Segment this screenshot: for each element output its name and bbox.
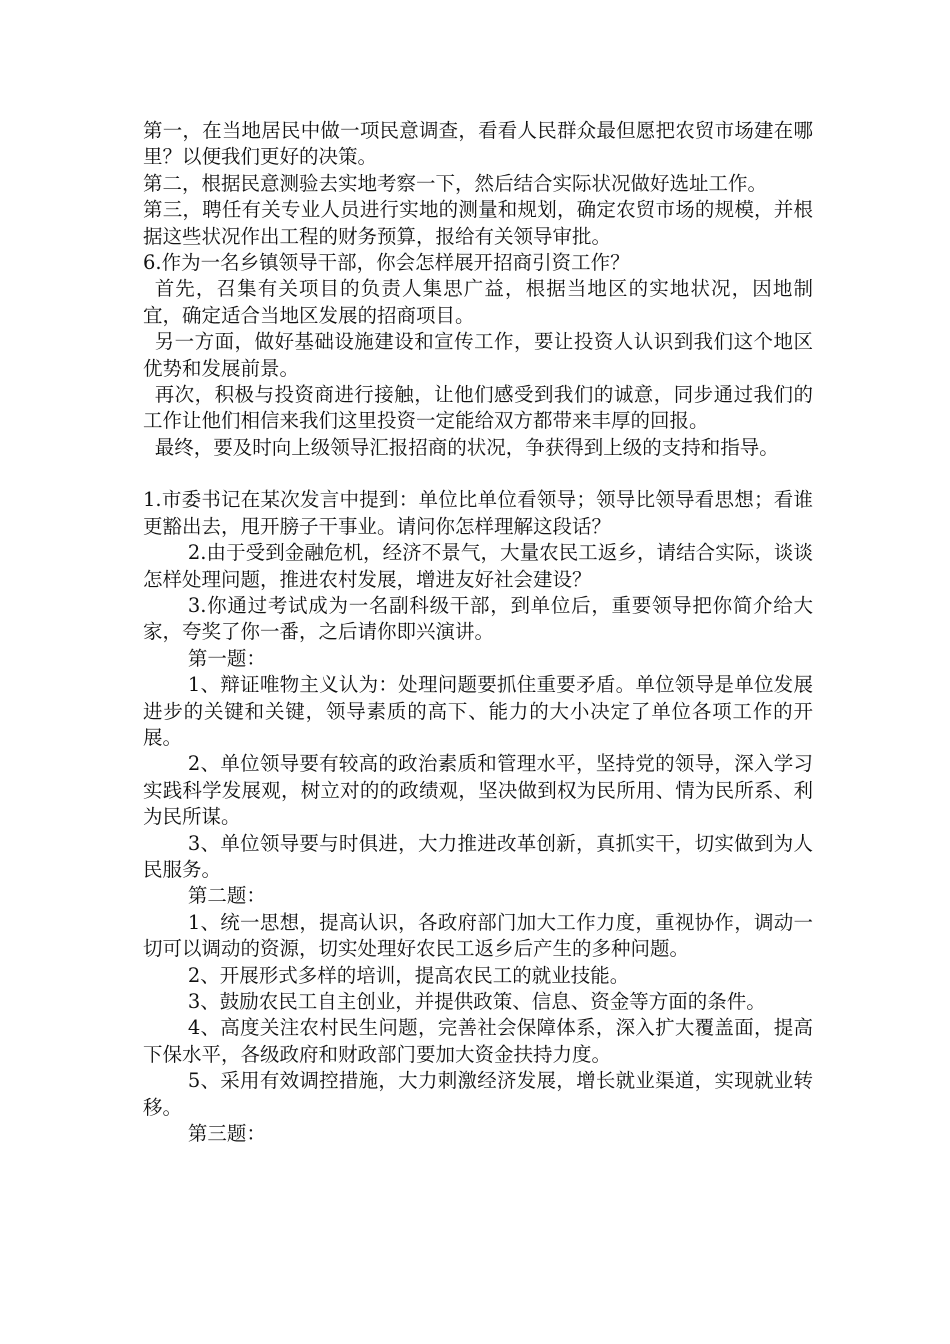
answer-secondly: 另一方面，做好基础设施建设和宣传工作，要让投资人认识到我们这个地区优势和发展前景。 xyxy=(143,330,813,380)
topic-2-heading: 第二题： xyxy=(187,884,266,908)
topic-1-point-2: 2、单位领导要有较高的政治素质和管理水平，坚持党的领导，深入学习实践科学发展观，树立对的的政绩观，坚决做到权为民所用、情为民所系、利为民所谋。 xyxy=(143,752,813,829)
paragraph-second: 第二，根据民意测验去实地考察一下，然后结合实际状况做好选址工作。 xyxy=(143,171,768,195)
topic-1-heading: 第一题： xyxy=(187,646,266,670)
answer-thirdly: 再次，积极与投资商进行接触，让他们感受到我们的诚意，同步通过我们的工作让他们相信来我们这里投资一定能给双方都带来丰厚的回报。 xyxy=(143,383,813,433)
topic-2-point-1: 1、统一思想，提高认识，各政府部门加大工作力度，重视协作，调动一切可以调动的资源，切实处理好农民工返乡后产生的多种问题。 xyxy=(143,910,813,961)
question-2: 2.由于受到金融危机，经济不景气，大量农民工返乡，请结合实际，谈谈怎样处理问题，推进农村发展，增进友好社会建设？ xyxy=(143,541,813,591)
topic-1-point-1: 1、辩证唯物主义认为：处理问题要抓住重要矛盾。单位领导是单位发展进步的关键和关键，领导素质的高下、能力的大小决定了单位各项工作的开展。 xyxy=(143,673,813,749)
question-6: 6.作为一名乡镇领导干部，你会怎样展开招商引资工作？ xyxy=(143,251,630,275)
paragraph-first: 第一，在当地居民中做一项民意调查，看看人民群众最但愿把农贸市场建在哪里？以便我们更好的决策。 xyxy=(143,119,813,169)
topic-1-point-3: 3、单位领导要与时俱进，大力推进改革创新，真抓实干，切实做到为人民服务。 xyxy=(143,831,813,881)
document-body xyxy=(143,118,813,1147)
topic-2-point-3: 3、鼓励农民工自主创业，并提供政策、信息、资金等方面的条件。 xyxy=(187,990,766,1013)
answer-firstly: 首先，召集有关项目的负责人集思广益，根据当地区的实地状况，因地制宜，确定适合当地区发展的招商项目。 xyxy=(143,277,813,327)
question-3: 3.你通过考试成为一名副科级干部，到单位后，重要领导把你简介给大家，夸奖了你一番，之后请你即兴演讲。 xyxy=(143,593,813,644)
answer-finally: 最终，要及时向上级领导汇报招商的状况，争获得到上级的支持和指导。 xyxy=(154,435,779,459)
topic-3-heading: 第三题： xyxy=(187,1122,266,1146)
paragraph-third: 第三，聘任有关专业人员进行实地的测量和规划，确定农贸市场的规模，并根据这些状况作出工程的财务预算，报给有关领导审批。 xyxy=(143,198,813,248)
topic-2-point-4: 4、高度关注农村民生问题，完善社会保障体系，深入扩大覆盖面，提高下保水平，各级政府和财政部门要加大资金扶持力度。 xyxy=(143,1016,813,1066)
topic-2-point-2: 2、开展形式多样的培训，提高农民工的就业技能。 xyxy=(187,963,630,987)
section-spacer xyxy=(143,461,813,487)
question-1: 1.市委书记在某次发言中提到：单位比单位看领导；领导比领导看思想；看谁更豁出去，甩开膀子干事业。请问你怎样理解这段话？ xyxy=(143,488,813,538)
topic-2-point-5: 5、采用有效调控措施，大力刺激经济发展，增长就业渠道，实现就业转移。 xyxy=(143,1069,813,1119)
